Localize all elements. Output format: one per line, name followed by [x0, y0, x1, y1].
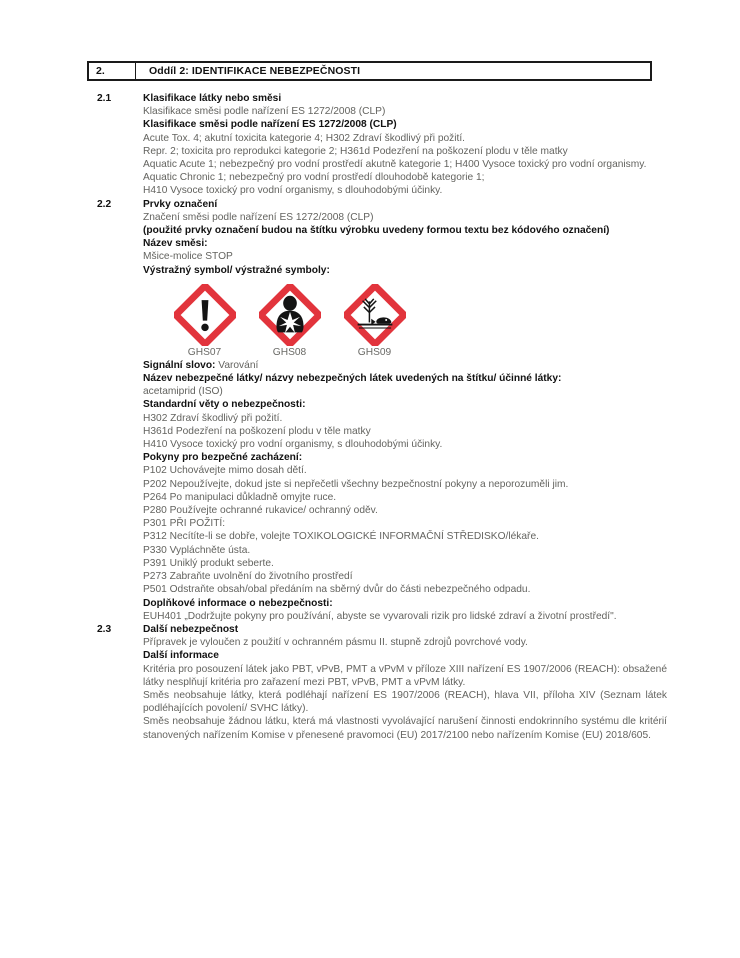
p-statement: P312 Necítíte-li se dobře, volejte TOXIKOLOGICKÉ INFORMAČNÍ STŘEDISKO/lékaře.: [143, 531, 539, 543]
signal-word-value: Varování: [218, 359, 259, 371]
further-info-heading: Další informace: [143, 650, 219, 662]
ghs07-pictogram: [162, 284, 247, 359]
ghs08-pictogram: [247, 284, 332, 359]
h-statement: H302 Zdraví škodlivý při požití.: [143, 412, 283, 424]
section-2-3-heading: Další nebezpečnost: [143, 623, 239, 635]
p-statement: P273 Zabraňte uvolnění do životního prostředí: [143, 571, 353, 583]
other-hazards-text: Přípravek je vyloučen z použití v ochranném pásmu II. stupně zdrojů povrchové vody.: [143, 637, 528, 649]
supplemental-heading: Doplňkové informace o nebezpečnosti:: [143, 597, 333, 609]
hazard-class-h410: H410 Vysoce toxický pro vodní organismy, s dlouhodobými účinky.: [143, 185, 443, 197]
h-statements-heading: Standardní věty o nebezpečnosti:: [143, 399, 306, 411]
ghs-pictogram-row: [162, 284, 667, 359]
mixture-name-value: Mšice-molice STOP: [143, 251, 233, 263]
further-info-paragraph: Směs neobsahuje látky, která podléhají nařízení ES 1907/2006 (REACH), hlava VII, příloha XIV (Seznam látek podléhajících povolení/ SVHC látky).: [143, 689, 667, 715]
section-2-2-heading: Prvky označení: [143, 198, 218, 210]
pictogram-heading: Výstražný symbol/ výstražné symboly:: [143, 264, 330, 276]
mixture-name-label: Název směsi:: [143, 238, 208, 250]
exclamation-mark-icon: [174, 284, 236, 346]
section-2-1-content: [143, 92, 667, 198]
classification-regulation-line: Klasifikace směsi podle nařízení ES 1272/2008 (CLP): [143, 106, 386, 118]
ghs09-pictogram: [332, 284, 417, 359]
further-info-paragraph: Kritéria pro posouzení látek jako PBT, vPvB, PMT a vPvM v příloze XIII nařízení ES 1907/2006 (REACH): obsažené látky nesplňují kritéria pro zařazení mezi PBT, vPvB, PMT a vPvM látky.: [143, 663, 667, 688]
p-statement: P301 PŘI POŽITÍ:: [143, 518, 226, 530]
page-title: Oddíl 2: IDENTIFIKACE NEBEZPEČNOSTI: [149, 65, 361, 77]
hazard-class-aquatic-acute: Aquatic Acute 1; nebezpečný pro vodní prostředí akutně kategorie 1; H400 Vysoce toxický pro vodní organismy.: [143, 159, 647, 171]
hazard-substance-value: acetamiprid (ISO): [143, 386, 223, 398]
supplemental-text: EUH401 „Dodržujte pokyny pro používání, abyste se vyvarovali rizik pro lidské zdraví a životní prostředí".: [143, 610, 617, 622]
hazard-class-aquatic-chronic: Aquatic Chronic 1; nebezpečný pro vodní prostředí dlouhodobě kategorie 1;: [143, 172, 485, 184]
section-2-2-number: 2.2: [97, 198, 112, 210]
h-statement: H410 Vysoce toxický pro vodní organismy, s dlouhodobými účinky.: [143, 439, 443, 451]
p-statement: P391 Uniklý produkt seberte.: [143, 557, 274, 569]
hazard-class-repr: Repr. 2; toxicita pro reprodukci kategorie 2; H361d Podezření na poškození plodu v těle matky: [143, 145, 568, 157]
section-2-3-content: [143, 623, 667, 742]
p-statement: P330 Vypláchněte ústa.: [143, 544, 251, 556]
p-statement: P264 Po manipulaci důkladně omyjte ruce.: [143, 491, 337, 503]
document-body: [0, 92, 740, 742]
p-statements-heading: Pokyny pro bezpečné zacházení:: [143, 452, 303, 464]
signal-word-label: Signální slovo:: [143, 359, 216, 371]
p-statement: P280 Používejte ochranné rukavice/ ochranný oděv.: [143, 505, 378, 517]
section-2-2: [0, 198, 740, 623]
section-2-1-number: 2.1: [97, 93, 112, 104]
section-header-box: [87, 61, 652, 81]
label-regulation-note: Značení směsi podle nařízení ES 1272/2008 (CLP): [143, 211, 374, 223]
section-2-3: [0, 623, 740, 742]
section-2-1: [0, 92, 740, 198]
ghs08-label: GHS08: [272, 346, 307, 358]
label-code-note: (použité prvky označení budou na štítku výrobku uvedeny formou textu bez kódového označení): [143, 225, 610, 237]
p-statement: P202 Nepoužívejte, dokud jste si nepřečetli všechny bezpečnostní pokyny a neporozuměli jim.: [143, 478, 569, 490]
ghs07-label: GHS07: [187, 346, 222, 358]
hazard-class-acute-tox: Acute Tox. 4; akutní toxicita kategorie 4; H302 Zdraví škodlivý při požití.: [143, 132, 466, 144]
p-statement: P501 Odstraňte obsah/obal předáním na sběrný dvůr do části nebezpečného odpadu.: [143, 584, 531, 596]
health-hazard-icon: [259, 284, 321, 346]
environment-hazard-icon: [344, 284, 406, 346]
section-2-2-content: [143, 198, 667, 623]
section-2-3-number: 2.3: [97, 623, 112, 635]
classification-regulation-heading: Klasifikace směsi podle nařízení ES 1272/2008 (CLP): [143, 119, 397, 131]
p-statement: P102 Uchovávejte mimo dosah dětí.: [143, 465, 307, 477]
ghs09-label: GHS09: [357, 346, 392, 358]
further-info-paragraph: Směs neobsahuje žádnou látku, která má vlastnosti vyvolávající narušení činnosti endokrinního systému dle kritérií stanovených nařízením Komise v přenesené pravomoci (EU) 2017/2100 nebo nařízením Komise (EU) 2018/605.: [143, 716, 667, 741]
section-2-1-heading: Klasifikace látky nebo směsi: [143, 93, 282, 104]
hazard-substance-label: Název nebezpečné látky/ názvy nebezpečných látek uvedených na štítku/ účinné látky:: [143, 373, 562, 385]
h-statement: H361d Podezření na poškození plodu v těle matky: [143, 425, 371, 437]
signal-word-line: [143, 359, 667, 372]
section-number: 2.: [88, 62, 136, 80]
